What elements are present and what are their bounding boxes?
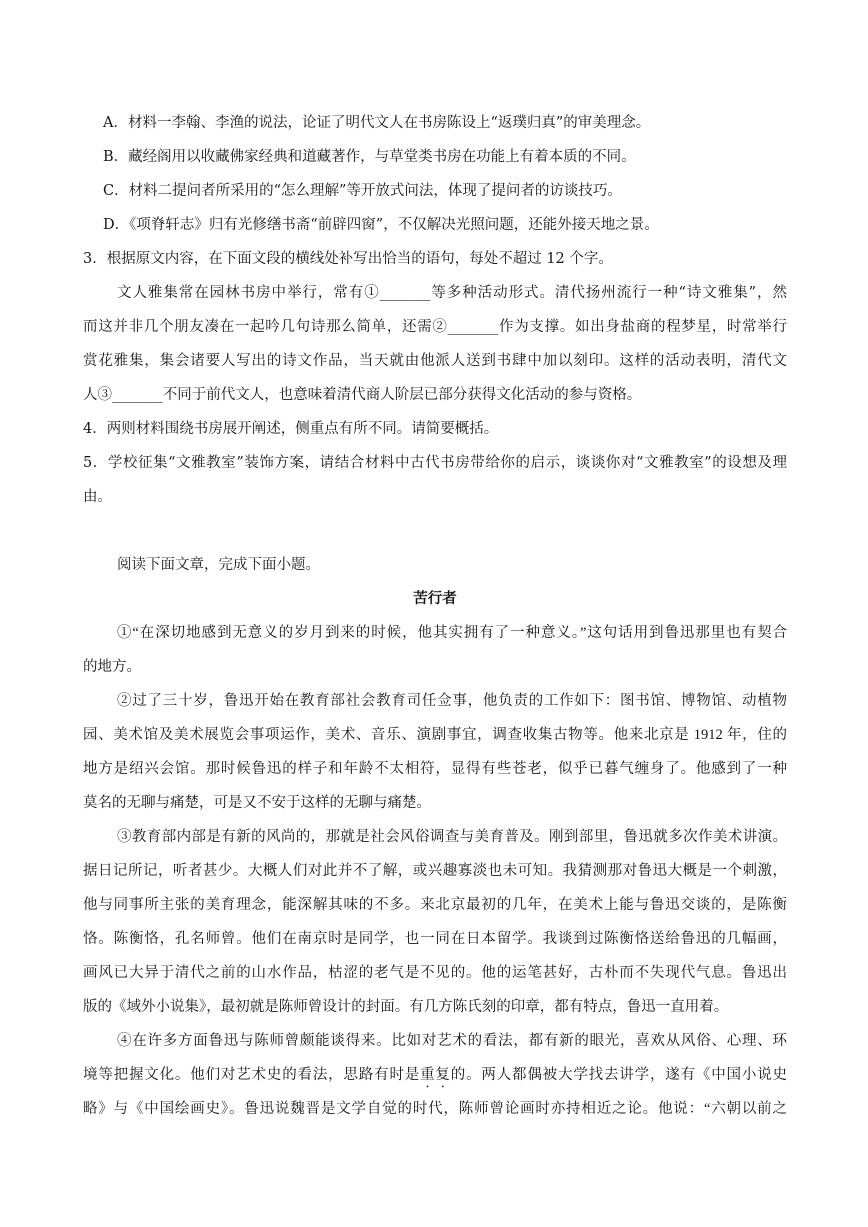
- article-text: 境等把握文化。他们对艺术史的看法，思路有时是: [83, 1067, 421, 1083]
- fill-blank-passage-line: 人③_______不同于前代文人，也意味着清代商人阶层已部分获得文化活动的参与资格。: [83, 387, 642, 403]
- article-line: ②过了三十岁，鲁迅开始在教育部社会教育司任佥事，他负责的工作如下：图书馆、博物馆、动植物: [117, 693, 787, 709]
- article-body: [83, 616, 787, 1126]
- article-paragraph-4: [83, 1024, 787, 1126]
- article-line: ④在许多方面鲁迅与陈师曾颇能谈得来。比如对艺术的看法，都有新的眼光，喜欢从风俗、心理、环: [117, 1033, 787, 1049]
- option-b: B．藏经阁用以收藏佛家经典和道藏著作，与草堂类书房在功能上有着本质的不同。: [103, 149, 636, 165]
- fill-blank-passage-line: 而这并非几个朋友凑在一起吟几句诗那么简单，还需②_______作为支撑。如出身盐商的程梦星，时常举行: [83, 319, 787, 335]
- article-line: 恪。陈衡恪，孔名师曾。他们在南京时是同学，也一同在日本留学。我谈到过陈衡恪送给鲁迅的几幅画，: [83, 931, 787, 947]
- fill-blank-passage-line: 赏花雅集，集会诸要人写出的诗文作品，当天就由他派人送到书肆中加以刻印。这样的活动表明，清代文: [83, 353, 787, 369]
- article-paragraph-2: [83, 684, 787, 820]
- exam-page: [83, 106, 787, 1126]
- article-line: 据日记所记，听者甚少。大概人们对此并不了解，或兴趣寡淡也未可知。我猜测那对鲁迅大概是一个刺激，: [83, 863, 787, 879]
- fill-blank-passage-line: 文人雅集常在园林书房中举行，常有①_______等多种活动形式。清代扬州流行一种“诗文雅集”，然: [117, 285, 787, 301]
- question-5-line: 由。: [83, 489, 112, 505]
- article-paragraph-3: [83, 820, 787, 1024]
- option-d: D．《项脊轩志》归有光修缮书斋“前辟四窗”，不仅解决光照问题，还能外接天地之景。: [103, 217, 659, 233]
- article-line: [83, 1058, 787, 1092]
- article-paragraph-1: [83, 616, 787, 684]
- question-3: [83, 242, 787, 412]
- article-line: 的地方。: [83, 659, 141, 675]
- question-5: [83, 446, 787, 514]
- reading-instructions: 阅读下面文章，完成下面小题。: [117, 557, 320, 573]
- article-line: 莫名的无聊与痛楚，可是又不安于这样的无聊与痛楚。: [83, 795, 431, 811]
- article-line: 他与同事所主张的美育理念，能深解其味的不多。来北京最初的几年，在美术上能与鲁迅交谈的，是陈衡: [83, 897, 787, 913]
- option-a: A．材料一李翰、李渔的说法，论证了明代文人在书房陈设上“返璞归真”的审美理念。: [103, 115, 651, 131]
- question-3-prompt: 3．根据原文内容，在下面文段的横线处补写出恰当的语句，每处不超过 12 个字。: [83, 251, 613, 267]
- article-title: 苦行者: [413, 590, 457, 607]
- article-line: 园、美术馆及美术展览会事项运作，美术、音乐、演剧事宜，调查收集古物等。他来北京是 1912 年，住的: [83, 727, 787, 743]
- article-line: ③教育部内部是有新的风尚的，那就是社会风俗调查与美育普及。刚到部里，鲁迅就多次作美术讲演。: [117, 829, 787, 845]
- article-line: 地方是绍兴会馆。那时候鲁迅的样子和年龄不太相符，显得有些苍老，似乎已暮气缠身了。他感到了一种: [83, 761, 787, 777]
- emphasized-text: 重复: [420, 1067, 451, 1083]
- article-text: 的。两人都偶被大学找去讲学，遂有《中国小说史: [450, 1067, 788, 1083]
- question-4-prompt: 4．两则材料围绕书房展开阐述，侧重点有所不同。请简要概括。: [83, 421, 499, 437]
- article-line: ①“在深切地感到无意义的岁月到来的时候，他其实拥有了一种意义。”这句话用到鲁迅那里也有契合: [117, 625, 787, 641]
- question-2-options: [83, 106, 787, 242]
- article-line: 略》与《中国绘画史》。鲁迅说魏晋是文学自觉的时代，陈师曾论画时亦持相近之论。他说：“六朝以前之: [83, 1101, 787, 1117]
- question-5-line: 5．学校征集“文雅教室”装饰方案，请结合材料中古代书房带给你的启示，谈谈你对“文雅教室”的设想及理: [83, 455, 787, 471]
- option-c: C．材料二提问者所采用的“怎么理解”等开放式问法，体现了提问者的访谈技巧。: [103, 183, 622, 199]
- article-line: 版的《域外小说集》，最初就是陈师曾设计的封面。有几方陈氏刻的印章，都有特点，鲁迅一直用着。: [83, 999, 729, 1015]
- spacer: [83, 514, 787, 548]
- article-line: 画风已大异于清代之前的山水作品，枯涩的老气是不见的。他的运笔甚好，古朴而不失现代气息。鲁迅出: [83, 965, 787, 981]
